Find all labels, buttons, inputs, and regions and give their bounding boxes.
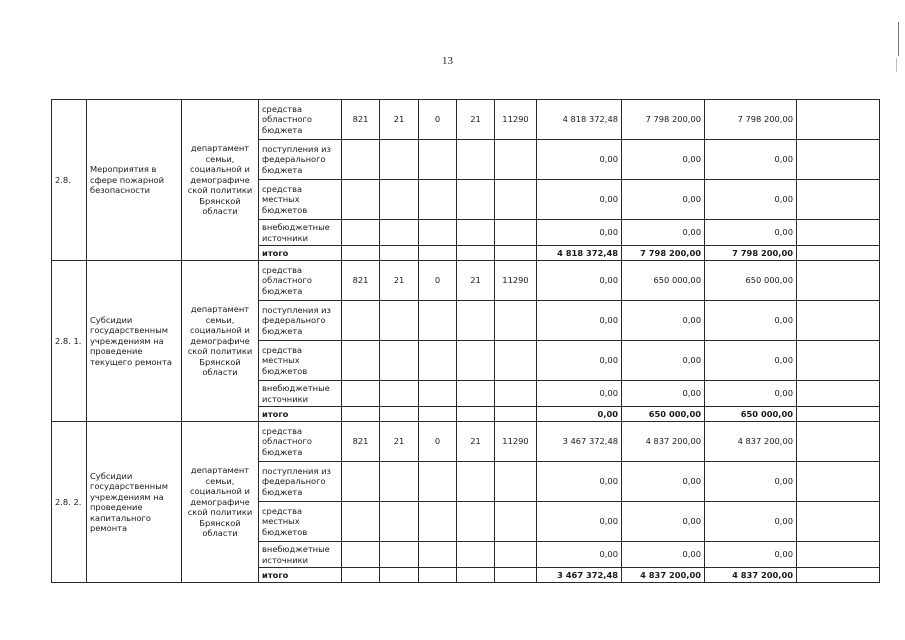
- responsible-department: департамент семьи, социальной и демографиче ской политики Брянской области: [182, 422, 259, 583]
- section-number: 2.8. 1.: [52, 261, 87, 422]
- kbk-program-cell: [380, 246, 419, 261]
- amount-year1-cell: 0,00: [537, 220, 622, 246]
- kbk-subprogram-cell: [419, 341, 457, 381]
- amount-year2-cell: 0,00: [622, 301, 705, 341]
- funding-source: средства местных бюджетов: [259, 341, 342, 381]
- amount-year3-cell: 650 000,00: [705, 407, 797, 422]
- kbk-subprogram-cell: [419, 180, 457, 220]
- budget-table: [51, 99, 880, 583]
- kbk-direction-cell: [495, 246, 537, 261]
- kbk-event-cell: [457, 246, 495, 261]
- funding-source: поступления из федерального бюджета: [259, 462, 342, 502]
- kbk-subprogram-cell: [419, 462, 457, 502]
- extra-cell: [797, 542, 880, 568]
- section-name: Субсидии государственным учреждениям на проведение текущего ремонта: [87, 261, 182, 422]
- responsible-department: департамент семьи, социальной и демографиче ской политики Брянской области: [182, 100, 259, 261]
- kbk-admin-cell: [342, 462, 380, 502]
- amount-year1-cell: 0,00: [537, 140, 622, 180]
- kbk-program-cell: [380, 341, 419, 381]
- kbk-admin-cell: [342, 568, 380, 583]
- total-label: итого: [259, 407, 342, 422]
- kbk-program-cell: [380, 180, 419, 220]
- amount-year1-cell: 3 467 372,48: [537, 568, 622, 583]
- amount-year3-cell: 7 798 200,00: [705, 100, 797, 140]
- kbk-program-cell: [380, 220, 419, 246]
- amount-year2-cell: 0,00: [622, 140, 705, 180]
- kbk-direction-cell: [495, 301, 537, 341]
- kbk-event-cell: [457, 180, 495, 220]
- amount-year1-cell: 0,00: [537, 502, 622, 542]
- amount-year2-cell: 7 798 200,00: [622, 246, 705, 261]
- amount-year3-cell: 4 837 200,00: [705, 422, 797, 462]
- kbk-event-cell: 21: [457, 422, 495, 462]
- extra-cell: [797, 100, 880, 140]
- section-number: 2.8. 2.: [52, 422, 87, 583]
- kbk-admin-cell: [342, 140, 380, 180]
- kbk-event-cell: [457, 381, 495, 407]
- kbk-subprogram-cell: [419, 568, 457, 583]
- table-row: [52, 422, 880, 462]
- extra-cell: [797, 246, 880, 261]
- page-number: 13: [442, 55, 453, 67]
- amount-year1-cell: 4 818 372,48: [537, 100, 622, 140]
- kbk-direction-cell: [495, 462, 537, 502]
- funding-source: поступления из федерального бюджета: [259, 140, 342, 180]
- kbk-program-cell: 21: [380, 422, 419, 462]
- kbk-direction-cell: 11290: [495, 422, 537, 462]
- amount-year1-cell: 0,00: [537, 261, 622, 301]
- budget-table-body: [52, 100, 880, 583]
- kbk-event-cell: 21: [457, 261, 495, 301]
- table-row: [52, 100, 880, 140]
- kbk-admin-cell: 821: [342, 100, 380, 140]
- total-label: итого: [259, 246, 342, 261]
- kbk-event-cell: [457, 462, 495, 502]
- kbk-direction-cell: [495, 381, 537, 407]
- funding-source: поступления из федерального бюджета: [259, 301, 342, 341]
- kbk-subprogram-cell: 0: [419, 422, 457, 462]
- scan-edge-mark: [896, 58, 897, 72]
- amount-year3-cell: 0,00: [705, 341, 797, 381]
- scan-edge-mark: [898, 22, 899, 56]
- amount-year1-cell: 0,00: [537, 542, 622, 568]
- extra-cell: [797, 422, 880, 462]
- kbk-direction-cell: [495, 407, 537, 422]
- kbk-admin-cell: [342, 381, 380, 407]
- kbk-direction-cell: [495, 568, 537, 583]
- funding-source: средства местных бюджетов: [259, 502, 342, 542]
- kbk-program-cell: [380, 462, 419, 502]
- amount-year3-cell: 4 837 200,00: [705, 568, 797, 583]
- kbk-admin-cell: [342, 301, 380, 341]
- amount-year2-cell: 650 000,00: [622, 407, 705, 422]
- extra-cell: [797, 462, 880, 502]
- extra-cell: [797, 341, 880, 381]
- kbk-program-cell: [380, 542, 419, 568]
- kbk-admin-cell: [342, 502, 380, 542]
- funding-source: внебюджетные источники: [259, 542, 342, 568]
- kbk-program-cell: [380, 301, 419, 341]
- amount-year3-cell: 0,00: [705, 542, 797, 568]
- kbk-event-cell: [457, 407, 495, 422]
- extra-cell: [797, 140, 880, 180]
- amount-year1-cell: 0,00: [537, 381, 622, 407]
- funding-source: средства областного бюджета: [259, 422, 342, 462]
- kbk-admin-cell: [342, 220, 380, 246]
- kbk-admin-cell: [342, 341, 380, 381]
- kbk-admin-cell: [342, 180, 380, 220]
- kbk-event-cell: [457, 301, 495, 341]
- kbk-direction-cell: 11290: [495, 100, 537, 140]
- kbk-subprogram-cell: [419, 542, 457, 568]
- kbk-direction-cell: 11290: [495, 261, 537, 301]
- extra-cell: [797, 180, 880, 220]
- kbk-admin-cell: [342, 542, 380, 568]
- amount-year3-cell: 0,00: [705, 220, 797, 246]
- kbk-subprogram-cell: 0: [419, 100, 457, 140]
- amount-year2-cell: 4 837 200,00: [622, 568, 705, 583]
- kbk-subprogram-cell: [419, 502, 457, 542]
- kbk-event-cell: [457, 568, 495, 583]
- extra-cell: [797, 301, 880, 341]
- amount-year2-cell: 0,00: [622, 502, 705, 542]
- kbk-subprogram-cell: [419, 220, 457, 246]
- amount-year3-cell: 0,00: [705, 140, 797, 180]
- amount-year1-cell: 0,00: [537, 407, 622, 422]
- kbk-program-cell: [380, 568, 419, 583]
- extra-cell: [797, 261, 880, 301]
- amount-year2-cell: 0,00: [622, 341, 705, 381]
- table-row: [52, 261, 880, 301]
- kbk-program-cell: [380, 407, 419, 422]
- total-label: итого: [259, 568, 342, 583]
- kbk-admin-cell: [342, 407, 380, 422]
- extra-cell: [797, 220, 880, 246]
- kbk-subprogram-cell: [419, 140, 457, 180]
- funding-source: внебюджетные источники: [259, 381, 342, 407]
- kbk-subprogram-cell: [419, 301, 457, 341]
- amount-year1-cell: 0,00: [537, 341, 622, 381]
- kbk-direction-cell: [495, 180, 537, 220]
- kbk-program-cell: [380, 381, 419, 407]
- kbk-subprogram-cell: [419, 407, 457, 422]
- funding-source: средства областного бюджета: [259, 100, 342, 140]
- amount-year2-cell: 0,00: [622, 462, 705, 502]
- amount-year3-cell: 7 798 200,00: [705, 246, 797, 261]
- amount-year3-cell: 0,00: [705, 462, 797, 502]
- amount-year1-cell: 0,00: [537, 301, 622, 341]
- kbk-subprogram-cell: 0: [419, 261, 457, 301]
- extra-cell: [797, 381, 880, 407]
- kbk-program-cell: [380, 140, 419, 180]
- amount-year3-cell: 0,00: [705, 301, 797, 341]
- kbk-direction-cell: [495, 542, 537, 568]
- amount-year1-cell: 4 818 372,48: [537, 246, 622, 261]
- amount-year2-cell: 650 000,00: [622, 261, 705, 301]
- amount-year2-cell: 0,00: [622, 180, 705, 220]
- amount-year3-cell: 0,00: [705, 180, 797, 220]
- kbk-event-cell: 21: [457, 100, 495, 140]
- amount-year1-cell: 0,00: [537, 462, 622, 502]
- kbk-direction-cell: [495, 502, 537, 542]
- responsible-department: департамент семьи, социальной и демографиче ской политики Брянской области: [182, 261, 259, 422]
- kbk-direction-cell: [495, 220, 537, 246]
- extra-cell: [797, 502, 880, 542]
- amount-year3-cell: 650 000,00: [705, 261, 797, 301]
- amount-year1-cell: 3 467 372,48: [537, 422, 622, 462]
- kbk-event-cell: [457, 140, 495, 180]
- section-name: Субсидии государственным учреждениям на проведение капитального ремонта: [87, 422, 182, 583]
- kbk-program-cell: 21: [380, 100, 419, 140]
- funding-source: средства местных бюджетов: [259, 180, 342, 220]
- kbk-event-cell: [457, 220, 495, 246]
- amount-year3-cell: 0,00: [705, 502, 797, 542]
- section-number: 2.8.: [52, 100, 87, 261]
- amount-year1-cell: 0,00: [537, 180, 622, 220]
- kbk-event-cell: [457, 502, 495, 542]
- kbk-admin-cell: [342, 246, 380, 261]
- kbk-direction-cell: [495, 341, 537, 381]
- extra-cell: [797, 568, 880, 583]
- kbk-subprogram-cell: [419, 381, 457, 407]
- funding-source: внебюджетные источники: [259, 220, 342, 246]
- amount-year2-cell: 7 798 200,00: [622, 100, 705, 140]
- amount-year2-cell: 0,00: [622, 381, 705, 407]
- kbk-program-cell: 21: [380, 261, 419, 301]
- amount-year3-cell: 0,00: [705, 381, 797, 407]
- amount-year2-cell: 0,00: [622, 542, 705, 568]
- amount-year2-cell: 0,00: [622, 220, 705, 246]
- kbk-subprogram-cell: [419, 246, 457, 261]
- section-name: Мероприятия в сфере пожарной безопасности: [87, 100, 182, 261]
- kbk-direction-cell: [495, 140, 537, 180]
- kbk-event-cell: [457, 341, 495, 381]
- kbk-admin-cell: 821: [342, 261, 380, 301]
- amount-year2-cell: 4 837 200,00: [622, 422, 705, 462]
- extra-cell: [797, 407, 880, 422]
- funding-source: средства областного бюджета: [259, 261, 342, 301]
- kbk-event-cell: [457, 542, 495, 568]
- kbk-program-cell: [380, 502, 419, 542]
- kbk-admin-cell: 821: [342, 422, 380, 462]
